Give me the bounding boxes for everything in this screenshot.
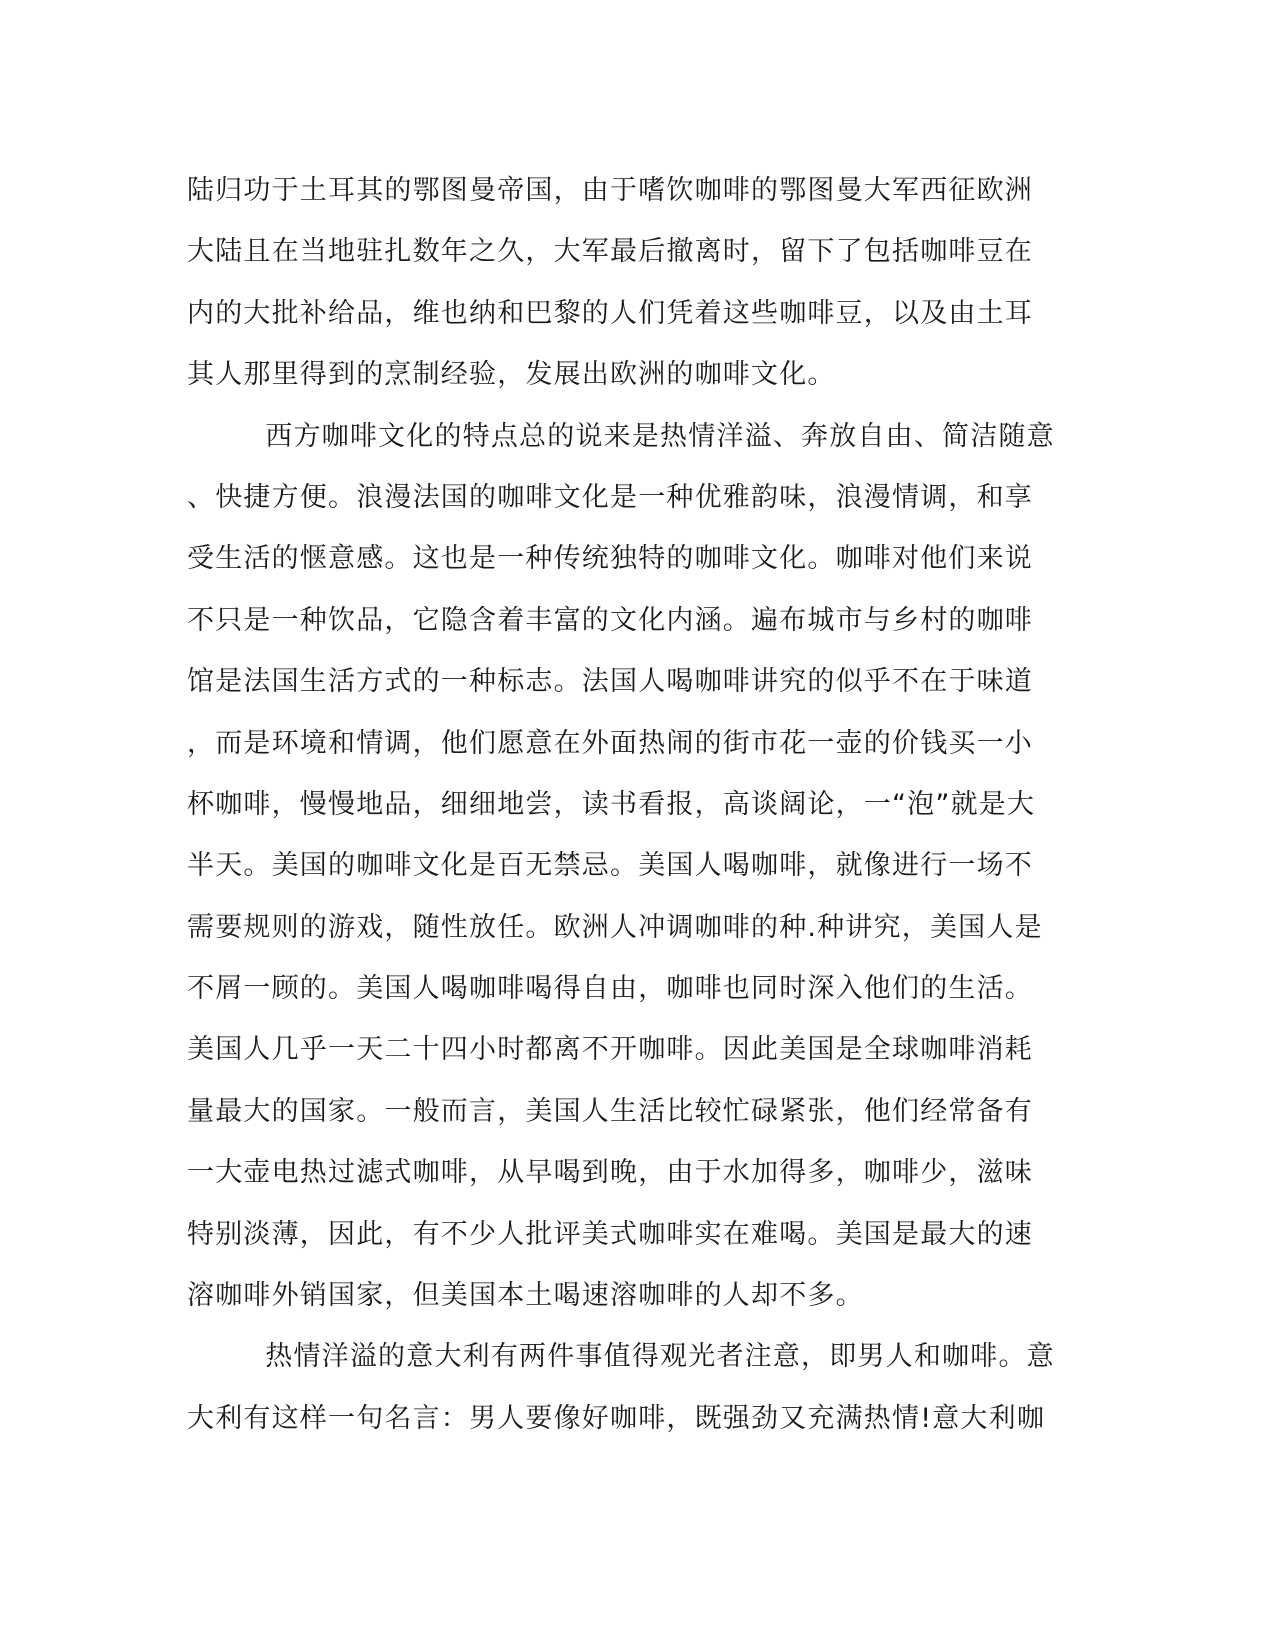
text-line: 西方咖啡文化的特点总的说来是热情洋溢、奔放自由、简洁随意 [187, 420, 1055, 452]
text-line: 、快捷方便。浪漫法国的咖啡文化是一种优雅韵味，浪漫情调，和享 [187, 481, 1033, 513]
text-line: 杯咖啡，慢慢地品，细细地尝，读书看报，高谈阔论，一“泡”就是大 [187, 788, 1036, 820]
text-line: 大陆且在当地驻扎数年之久，大军最后撤离时，留下了包括咖啡豆在 [187, 236, 1033, 268]
text-line: 溶咖啡外销国家，但美国本土喝速溶咖啡的人却不多。 [187, 1280, 864, 1312]
text-line: 一大壶电热过滤式咖啡，从早喝到晚，由于水加得多，咖啡少，滋味 [187, 1157, 1033, 1189]
body-text [187, 160, 1067, 1449]
text-line: 馆是法国生活方式的一种标志。法国人喝咖啡讲究的似乎不在于味道 [187, 666, 1033, 698]
text-line: 热情洋溢的意大利有两件事值得观光者注意，即男人和咖啡。意 [187, 1341, 1055, 1373]
text-line: 特别淡薄，因此，有不少人批评美式咖啡实在难喝。美国是最大的速 [187, 1218, 1033, 1250]
text-line: 美国人几乎一天二十四小时都离不开咖啡。因此美国是全球咖啡消耗 [187, 1034, 1033, 1066]
text-line: 陆归功于土耳其的鄂图曼帝国，由于嗜饮咖啡的鄂图曼大军西征欧洲 [187, 175, 1033, 206]
text-line: 不只是一种饮品，它隐含着丰富的文化内涵。遍布城市与乡村的咖啡 [187, 604, 1033, 636]
text-line: 量最大的国家。一般而言，美国人生活比较忙碌紧张，他们经常备有 [187, 1095, 1033, 1127]
text-line: 内的大批补给品，维也纳和巴黎的人们凭着这些咖啡豆，以及由土耳 [187, 297, 1033, 329]
text-line: 半天。美国的咖啡文化是百无禁忌。美国人喝咖啡，就像进行一场不 [187, 850, 1033, 882]
text-line: 大利有这样一句名言：男人要像好咖啡，既强劲又充满热情!意大利咖 [187, 1402, 1046, 1434]
text-line: ，而是环境和情调，他们愿意在外面热闹的街市花一壶的价钱买一小 [187, 727, 1033, 759]
text-line: 需要规则的游戏，随性放任。欧洲人冲调咖啡的种.种讲究，美国人是 [187, 911, 1043, 943]
text-line: 不屑一顾的。美国人喝咖啡喝得自由，咖啡也同时深入他们的生活。 [187, 973, 1033, 1005]
text-line: 其人那里得到的烹制经验，发展出欧洲的咖啡文化。 [187, 359, 836, 391]
text-line: 受生活的惬意感。这也是一种传统独特的咖啡文化。咖啡对他们来说 [187, 543, 1033, 575]
